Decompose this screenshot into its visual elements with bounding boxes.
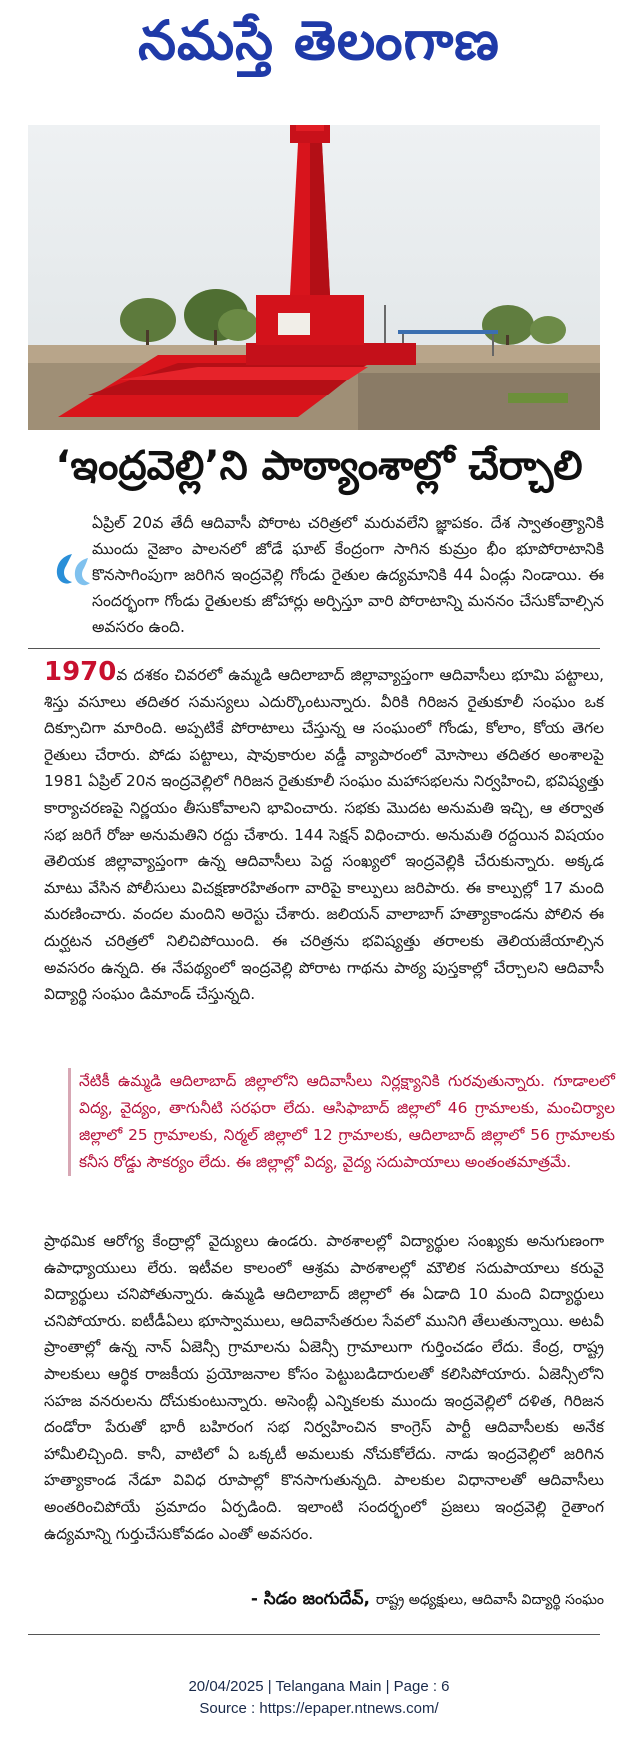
headline: ‘ఇంద్రవెల్లి’ని పాఠ్యాంశాల్లో చేర్చాలి [55, 443, 583, 489]
memorial-photo [28, 125, 600, 430]
masthead [0, 0, 638, 80]
newspaper-logo: నమస్తే తెలంగాణ [138, 8, 500, 72]
drop-year: 1970 [44, 657, 117, 687]
highlight-callout: నేటికీ ఉమ్మడి ఆదిలాబాద్ జిల్లాలోని ఆదివాసీలు నిర్లక్ష్యానికి గురవుతున్నారు. గూడాలలో విద్య, వైద్యం, తాగునీటి సరఫరా లేదు. ఆసిఫాబాద్ జిల్లాలో 46 గ్రామాలకు, మంచిర్యాల జిల్లాలో 25 గ్రామాలకు, నిర్మల్ జిల్లాలో 12 గ్రామాలకు, ఆదిలాబాద్ జిల్లాలో 56 గ్రామాలకు కనీస రోడ్డు సౌకర్యం లేదు. ఈ జిల్లాల్లో విద్య, వైద్య సదుపాయాలు అంతంతమాత్రమే. [68, 1068, 615, 1176]
article-paragraph-2: ప్రాథమిక ఆరోగ్య కేంద్రాల్లో వైద్యులు ఉండరు. పాఠశాలల్లో విద్యార్థుల సంఖ్యకు అనుగుణంగా ఉపాధ్యాయులు లేరు. ఇటీవల కాలంలో ఆశ్రమ పాఠశాలల్లో మౌలిక సదుపాయాలు కరువై విద్యార్థులు చనిపోతున్నారు. ఉమ్మడి ఆదిలాబాద్ జిల్లాలో ఈ ఏడాది 10 మంది విద్యార్థులు చనిపోయారు. ఐటీడీఏలు భూస్వాములు, ఆదివాసేతరుల సేవలో మునిగి తేలుతున్నాయి. అటవీ ప్రాంతాల్లో ఉన్న నాన్ ఏజెన్సీ గ్రామాలను ఏజెన్సీ గ్రామాలుగా గుర్తించడం లేదు. కేంద్ర, రాష్ట్ర పాలకులు ఆర్థిక రాజకీయ ప్రయోజనాల కోసం పెట్టుబడిదారులతో కలిసిపోయారు. ఏజెన్సీలోని సహజ వనరులను దోచుకుంటున్నారు. అసెంబ్లీ ఎన్నికలకు ముందు ఇంద్రవెల్లిలో దళిత, గిరిజన దండోరా పేరుతో భారీ బహిరంగ సభ నిర్వహించిన కాంగ్రెస్ పార్టీ ఆదివాసీలకు అనేక హామీలిచ్చింది. కానీ, వాటిలో ఏ ఒక్కటీ అమలుకు నోచుకోలేదు. నాడు ఇంద్రవెల్లిలో జరిగిన హత్యాకాండ నేడూ వివిధ రూపాల్లో కొనసాగుతున్నది. పాలకుల విధానాలతో ఆదివాసీలు అంతరించిపోయే ప్రమాదం ఏర్పడింది. ఇలాంటి సందర్భంలో ప్రజలు ఇంద్రవెల్లి రైతాంగ ఉద్యమాన్ని గుర్తుచేసుకోవడం ఎంతో అవసరం. [44, 1232, 604, 1543]
section-divider [28, 648, 600, 649]
footer-edition: 20/04/2025 | Telangana Main | Page : 6 [188, 1678, 450, 1695]
intro-paragraph: ఏప్రిల్ 20వ తేదీ ఆదివాసీ పోరాట చరిత్రలో మరువలేని జ్ఞాపకం. దేశ స్వాతంత్ర్యానికి ముందు నైజాం పాలనలో జోడే ఘాట్ కేంద్రంగా సాగిన కుమ్రం భీం భూపోరాటానికి కొనసాగింపుగా జరిగిన ఇంద్రవెల్లి గోండు రైతుల ఉద్యమానికి 44 ఏండ్లు నిండాయి. ఈ సందర్భంగా గోండు రైతులకు జోహార్లు అర్పిస్తూ వారి పోరాటాన్ని మననం చేసుకోవాల్సిన అవసరం ఉంది. [92, 514, 604, 636]
author-byline [0, 1589, 604, 1613]
author-name: - సిడం జంగుదేవ్, [250, 1589, 370, 1609]
memorial-illustration [28, 125, 600, 430]
article-paragraph-1: వ దశకం చివరలో ఉమ్మడి ఆదిలాబాద్ జిల్లావ్యాప్తంగా ఆదివాసీలు భూమి పట్టాలు, శిస్తు వసూలు తదితర సమస్యలు ఎదుర్కొంటున్నారు. వీరికి గిరిజన రైతుకూలీ సంఘం ఒక దిక్సూచిగా మారింది. అప్పటికే పోరాటాలు చేస్తున్న ఆ సంఘంలో గోండు, కోలాం, కోయ తెగల రైతులు చేరారు. పోడు పట్టాలు, షావుకారుల వడ్డీ వ్యాపారంలో మోసాలు తదితర అంశాలపై 1981 ఏప్రిల్ 20న ఇంద్రవెల్లిలో గిరిజన రైతుకూలీ సంఘం మహాసభలను నిర్వహించి, భవిష్యత్తు కార్యాచరణపై నిర్ణయం తీసుకోవాలని భావించారు. సభకు మొదట అనుమతి ఇచ్చి, ఆ తర్వాత సభ జరిగే రోజు అనుమతిని రద్దు చేశారు. 144 సెక్షన్ విధించారు. అనుమతి రద్దయిన విషయం తెలియక జిల్లావ్యాప్తంగా ఉన్న ఆదివాసీలు పెద్ద సంఖ్యలో ఇంద్రవెల్లికి చేరుకున్నారు. అక్కడ మాటు వేసిన పోలీసులు విచక్షణారహితంగా వారిపై కాల్పులు జరిపారు. ఈ కాల్పుల్లో 17 మంది మరణించారు. వందల మందిని అరెస్టు చేశారు. జలియన్ వాలాబాగ్ హత్యాకాండను పోలిన ఈ దుర్ఘటన చరిత్రలో నిలిచిపోయింది. ఈ చరిత్రను భవిష్యత్తు తరాలకు తెలియజేయాల్సిన అవసరం ఉన్నది. ఈ నేపథ్యంలో ఇంద్రవెల్లి పోరాట గాథను పాఠ్య పుస్తకాల్లో చేర్చాలని ఆదివాసీ విద్యార్థి సంఘం డిమాండ్ చేస్తున్నది. [44, 666, 604, 1004]
author-role: రాష్ట్ర అధ్యక్షులు, ఆదివాసీ విద్యార్థి సంఘం [375, 1592, 604, 1608]
article-body-part1 [44, 657, 604, 1008]
footer-source: Source : https://epaper.ntnews.com/ [199, 1700, 439, 1717]
footer-divider [28, 1634, 600, 1635]
memorial-plaque [278, 313, 310, 335]
quote-mark-icon [54, 548, 92, 588]
